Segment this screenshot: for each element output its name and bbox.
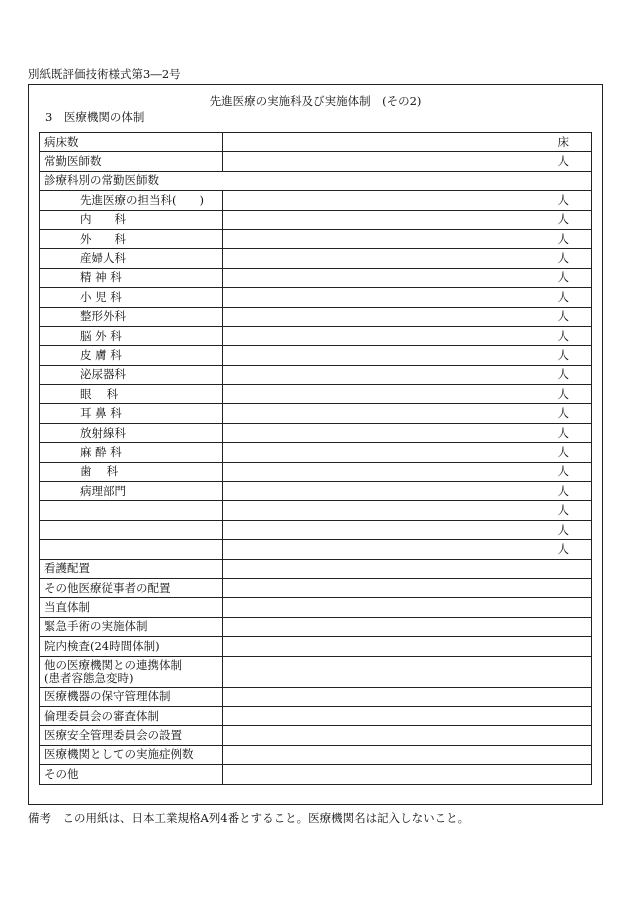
system-value-cell[interactable] [223, 687, 592, 706]
table-row [40, 540, 592, 559]
system-label: 院内検査(24時間体制) [40, 637, 223, 656]
department-label: 麻 酔 科 [40, 443, 223, 462]
table-row [40, 559, 592, 578]
department-value-cell[interactable]: 人 [223, 288, 592, 307]
value-cell-beds[interactable]: 床 [223, 133, 592, 152]
table-row [40, 482, 592, 501]
department-value-cell[interactable]: 人 [223, 501, 592, 520]
department-label: 外 科 [40, 229, 223, 248]
system-label: 当直体制 [40, 598, 223, 617]
table-row [40, 249, 592, 268]
department-value-cell[interactable]: 人 [223, 229, 592, 248]
department-value-cell[interactable]: 人 [223, 462, 592, 481]
system-value-cell[interactable] [223, 745, 592, 764]
row-label-beds: 病床数 [40, 133, 223, 152]
department-label: 脳 外 科 [40, 326, 223, 345]
value-cell-fulltime-doctors[interactable]: 人 [223, 152, 592, 171]
table-row [40, 307, 592, 326]
system-value-cell[interactable] [223, 637, 592, 656]
department-label: 皮 膚 科 [40, 346, 223, 365]
table-row [40, 656, 592, 687]
system-value-cell[interactable] [223, 617, 592, 636]
row-label-fulltime-doctors: 常勤医師数 [40, 152, 223, 171]
department-label: 泌尿器科 [40, 365, 223, 384]
department-label: 病理部門 [40, 482, 223, 501]
document-title: 先進医療の実施科及び実施体制 (その2) [209, 94, 422, 108]
system-label: 緊急手術の実施体制 [40, 617, 223, 636]
table-row [40, 617, 592, 636]
table-row [40, 598, 592, 617]
table-row [40, 365, 592, 384]
remarks-note: 備考 この用紙は、日本工業規格A列4番とすること。医療機関名は記入しないこと。 [28, 811, 470, 825]
table-row [40, 443, 592, 462]
table-row [40, 501, 592, 520]
department-label: 精 神 科 [40, 268, 223, 287]
department-value-cell[interactable]: 人 [223, 385, 592, 404]
system-value-cell[interactable] [223, 559, 592, 578]
department-value-cell[interactable]: 人 [223, 326, 592, 345]
system-label [40, 656, 223, 687]
table-row [40, 520, 592, 539]
form-frame [28, 84, 603, 805]
department-value-cell[interactable]: 人 [223, 249, 592, 268]
system-value-cell[interactable] [223, 656, 592, 687]
system-label: 医療安全管理委員会の設置 [40, 726, 223, 745]
department-label: 先進医療の担当科( ) [40, 191, 223, 210]
system-value-cell[interactable] [223, 578, 592, 597]
department-value-cell[interactable]: 人 [223, 520, 592, 539]
table-row [40, 288, 592, 307]
department-label: 小 児 科 [40, 288, 223, 307]
department-value-cell[interactable]: 人 [223, 210, 592, 229]
department-value-cell[interactable]: 人 [223, 423, 592, 442]
department-label: 歯 科 [40, 462, 223, 481]
department-value-cell[interactable]: 人 [223, 191, 592, 210]
department-value-cell[interactable]: 人 [223, 346, 592, 365]
table-row [40, 229, 592, 248]
system-label: その他医療従事者の配置 [40, 578, 223, 597]
table-row [40, 726, 592, 745]
department-label: 耳 鼻 科 [40, 404, 223, 423]
department-label: 内 科 [40, 210, 223, 229]
table-row [40, 268, 592, 287]
table-row [40, 133, 592, 152]
department-label: 整形外科 [40, 307, 223, 326]
system-label: 倫理委員会の審査体制 [40, 706, 223, 725]
department-value-cell[interactable]: 人 [223, 540, 592, 559]
table-row [40, 210, 592, 229]
system-label: 医療機器の保守管理体制 [40, 687, 223, 706]
department-label-blank[interactable] [40, 501, 223, 520]
system-label: その他 [40, 765, 223, 784]
table-row [40, 765, 592, 784]
department-value-cell[interactable]: 人 [223, 482, 592, 501]
table-row [40, 687, 592, 706]
department-label: 眼 科 [40, 385, 223, 404]
table-row [40, 171, 592, 190]
table-row [40, 462, 592, 481]
department-label-blank[interactable] [40, 540, 223, 559]
table-row [40, 706, 592, 725]
system-label-line1: 他の医療機関との連携体制 [44, 657, 182, 672]
department-label-blank[interactable] [40, 520, 223, 539]
table-row [40, 385, 592, 404]
institution-system-table [39, 132, 592, 785]
table-row [40, 637, 592, 656]
system-value-cell[interactable] [223, 726, 592, 745]
system-value-cell[interactable] [223, 706, 592, 725]
department-value-cell[interactable]: 人 [223, 307, 592, 326]
table-row [40, 578, 592, 597]
table-row [40, 423, 592, 442]
department-value-cell[interactable]: 人 [223, 365, 592, 384]
table-row [40, 745, 592, 764]
section-heading: 3 医療機関の体制 [45, 110, 145, 124]
system-value-cell[interactable] [223, 765, 592, 784]
table-row [40, 404, 592, 423]
system-label: 医療機関としての実施症例数 [40, 745, 223, 764]
table-row [40, 152, 592, 171]
department-value-cell[interactable]: 人 [223, 404, 592, 423]
department-label: 放射線科 [40, 423, 223, 442]
row-label-by-department: 診療科別の常勤医師数 [40, 171, 592, 190]
system-label-line2: (患者容態急変時) [44, 670, 134, 685]
table-row [40, 191, 592, 210]
form-number: 別紙既評価技術様式第3―2号 [28, 67, 181, 81]
table-row [40, 346, 592, 365]
table-row [40, 326, 592, 345]
department-value-cell[interactable]: 人 [223, 268, 592, 287]
department-label: 産婦人科 [40, 249, 223, 268]
department-value-cell[interactable]: 人 [223, 443, 592, 462]
system-value-cell[interactable] [223, 598, 592, 617]
system-label: 看護配置 [40, 559, 223, 578]
